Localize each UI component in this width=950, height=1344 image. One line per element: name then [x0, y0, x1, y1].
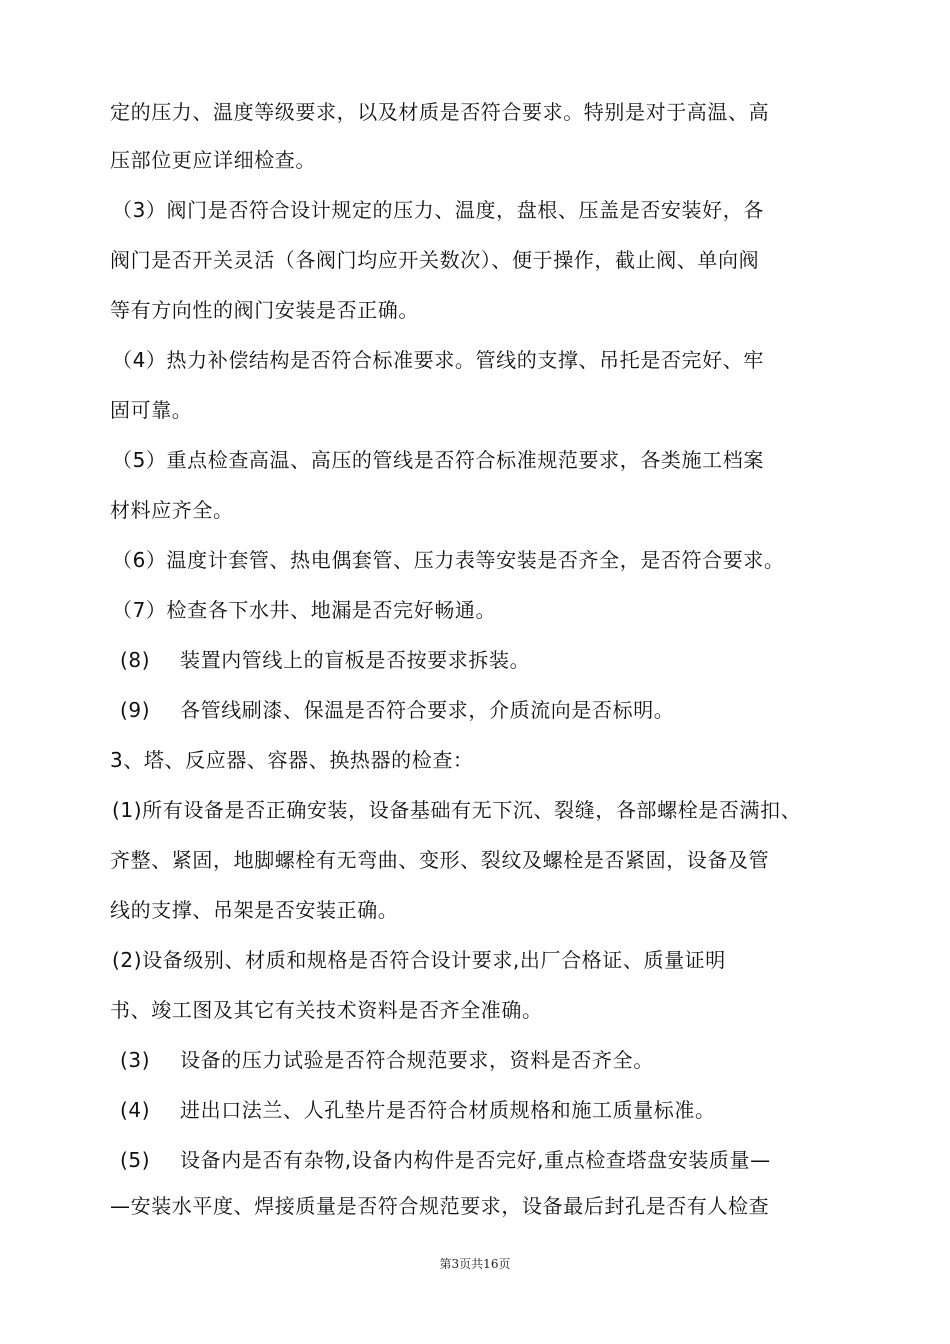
numbered-item	[120, 646, 880, 674]
text-line: 线的支撑、吊架是否安装正确。	[110, 898, 399, 922]
text-line: （6）温度计套管、热电偶套管、压力表等安装是否齐全，是否符合要求。	[112, 548, 785, 572]
item-number: (3)	[120, 1048, 151, 1072]
numbered-item	[120, 1046, 880, 1074]
text-line: 等有方向性的阀门安装是否正确。	[110, 298, 419, 322]
numbered-item	[120, 1146, 880, 1174]
text-line: 定的压力、温度等级要求，以及材质是否符合要求。特别是对于高温、高	[110, 100, 770, 124]
item-text: 进出口法兰、人孔垫片是否符合材质规格和施工质量标准。	[180, 1098, 716, 1122]
numbered-item	[120, 696, 880, 724]
text-line: 材料应齐全。	[110, 498, 234, 522]
item-number: (8)	[120, 648, 151, 672]
text-line: （3）阀门是否符合设计规定的压力、温度，盘根、压盖是否安装好，各	[112, 198, 764, 222]
text-line: （5）重点检查高温、高压的管线是否符合标准规范要求，各类施工档案	[112, 448, 764, 472]
text-line: 压部位更应详细检查。	[110, 148, 316, 172]
text-line: (2)设备级别、材质和规格是否符合设计要求,出厂合格证、质量证明	[112, 948, 726, 972]
text-line: （7）检查各下水井、地漏是否完好畅通。	[112, 598, 497, 622]
item-number: (9)	[120, 698, 151, 722]
page-number: 第3页共16页	[439, 1257, 511, 1271]
text-line: 齐整、紧固，地脚螺栓有无弯曲、变形、裂纹及螺栓是否紧固，设备及管	[110, 848, 770, 872]
item-number: (5)	[120, 1148, 151, 1172]
text-line: (1)所有设备是否正确安装，设备基础有无下沉、裂缝，各部螺栓是否满扣、	[112, 798, 802, 822]
text-line: 固可靠。	[110, 398, 193, 422]
item-text: 设备内是否有杂物,设备内构件是否完好,重点检查塔盘安装质量—	[180, 1148, 771, 1172]
item-text: 设备的压力试验是否符合规范要求，资料是否齐全。	[180, 1048, 654, 1072]
text-line: —安装水平度、焊接质量是否符合规范要求，设备最后封孔是否有人检查	[110, 1194, 770, 1218]
text-line: 阀门是否开关灵活（各阀门均应开关数次）、便于操作，截止阀、单向阀	[110, 248, 760, 272]
item-text: 装置内管线上的盲板是否按要求拆装。	[180, 648, 531, 672]
numbered-item	[120, 1096, 880, 1124]
item-text: 各管线刷漆、保温是否符合要求，介质流向是否标明。	[180, 698, 675, 722]
item-number: (4)	[120, 1098, 151, 1122]
section-heading: 3、塔、反应器、容器、换热器的检查：	[110, 748, 474, 772]
text-line: 书、竣工图及其它有关技术资料是否齐全准确。	[110, 998, 543, 1022]
text-line: （4）热力补偿结构是否符合标准要求。管线的支撑、吊托是否完好、牢	[112, 348, 764, 372]
